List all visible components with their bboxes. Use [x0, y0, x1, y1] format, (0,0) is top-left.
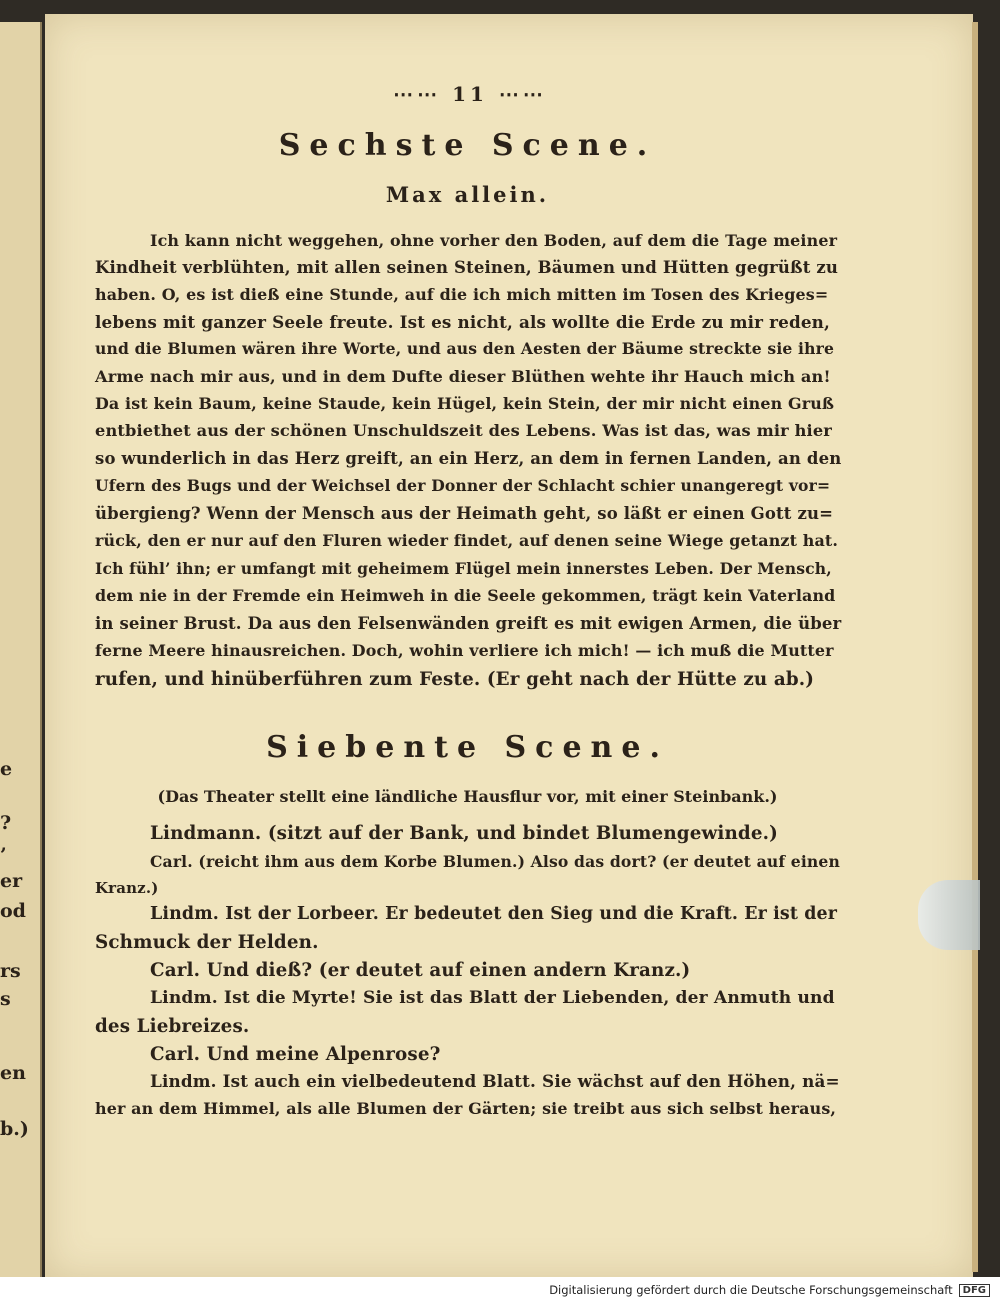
page-edge — [972, 22, 978, 1272]
dialogue-line: Carl. Und meine Alpenrose? — [150, 1044, 441, 1065]
dialogue-line: Carl. (reicht ihm aus dem Korbe Blumen.) Also das dort? (er deutet auf einen — [150, 852, 840, 871]
dialogue-line: Lindm. Ist die Myrte! Sie ist das Blatt der Liebenden, der Anmuth und — [150, 988, 835, 1008]
facing-page-fragment: rs — [0, 960, 21, 982]
text-line: Arme nach mir aus, und in dem Dufte dieser Blüthen wehte ihr Hauch mich an! — [95, 367, 831, 386]
dialogue-line: Carl. Und dieß? (er deutet auf einen andern Kranz.) — [150, 960, 691, 981]
text-line: Ich fühl’ ihn; er umfangt mit geheimem Flügel mein innerstes Leben. Der Mensch, — [95, 559, 832, 578]
text-line: so wunderlich in das Herz greift, an ein Herz, an dem in fernen Landen, an den — [95, 449, 842, 468]
scene-7-title: Siebente Scene. — [266, 730, 669, 765]
dialogue-line: Kranz.) — [95, 879, 159, 897]
text-line: Da ist kein Baum, keine Staude, kein Hügel, kein Stein, der mir nicht einen Gruß — [95, 394, 835, 413]
dialogue-line: Lindm. Ist der Lorbeer. Er bedeutet den Sieg und die Kraft. Er ist der — [150, 904, 838, 924]
scene-6-title: Sechste Scene. — [278, 128, 657, 163]
text-line: Kindheit verblühten, mit allen seinen Steinen, Bäumen und Hütten gegrüßt zu — [95, 258, 839, 277]
ornament: ⋯⋯ — [393, 82, 453, 106]
facing-page-fragment: s — [0, 988, 11, 1010]
text-line: rufen, und hinüberführen zum Feste. (Er geht nach der Hütte zu ab.) — [95, 669, 815, 690]
stage-direction: (Das Theater stellt eine ländliche Hausflur vor, mit einer Steinbank.) — [157, 787, 778, 806]
dialogue-line: Lindmann. (sitzt auf der Bank, und bindet Blumengewinde.) — [150, 823, 778, 844]
funding-footer — [0, 1277, 1000, 1303]
scene-6-subtitle: Max allein. — [385, 182, 550, 207]
text-line: Ich kann nicht weggehen, ohne vorher den Boden, auf dem die Tage meiner — [150, 231, 838, 250]
facing-page-fragment: ? — [0, 812, 12, 834]
facing-page-fragment: ’ — [0, 844, 7, 866]
page-number — [360, 82, 580, 106]
funding-notice: Digitalisierung gefördert durch die Deutsche Forschungsgemeinschaft — [549, 1283, 953, 1297]
ornament: ⋯⋯ — [487, 82, 547, 106]
facing-page-fragment: er — [0, 870, 23, 892]
facing-page-fragment: od — [0, 900, 26, 922]
text-line: dem nie in der Fremde ein Heimweh in die Seele gekommen, trägt kein Vaterland — [95, 586, 836, 605]
text-line: ferne Meere hinausreichen. Doch, wohin verliere ich mich! — ich muß die Mutter — [95, 641, 834, 660]
facing-page-fragment: e — [0, 758, 13, 780]
page-number-value: 11 — [452, 82, 488, 106]
dialogue-line: Lindm. Ist auch ein vielbedeutend Blatt. Sie wächst auf den Höhen, nä= — [150, 1071, 840, 1091]
facing-page-edge — [0, 22, 42, 1277]
facing-page-fragment: b.) — [0, 1118, 29, 1140]
dialogue-line: her an dem Himmel, als alle Blumen der Gärten; sie treibt aus sich selbst heraus, — [95, 1099, 837, 1118]
text-line: in seiner Brust. Da aus den Felsenwänden greift es mit ewigen Armen, die über — [95, 614, 842, 633]
dialogue-line: des Liebreizes. — [95, 1016, 250, 1037]
text-line: übergieng? Wenn der Mensch aus der Heimath geht, so läßt er einen Gott zu= — [95, 504, 834, 523]
dialogue-line: Schmuck der Helden. — [95, 932, 319, 953]
text-line: Ufern des Bugs und der Weichsel der Donner der Schlacht schier unangeregt vor= — [95, 476, 831, 495]
page-tab-marker — [918, 880, 980, 950]
text-line: und die Blumen wären ihre Worte, und aus den Aesten der Bäume streckte sie ihre — [95, 339, 835, 358]
text-line: haben. O, es ist dieß eine Stunde, auf die ich mich mitten im Tosen des Krieges= — [95, 285, 829, 304]
text-line: entbiethet aus der schönen Unschuldszeit des Lebens. Was ist das, was mir hier — [95, 421, 832, 440]
text-line: lebens mit ganzer Seele freute. Ist es nicht, als wollte die Erde zu mir reden, — [95, 312, 831, 332]
facing-page-fragment: en — [0, 1062, 26, 1084]
text-line: rück, den er nur auf den Fluren wieder findet, auf denen seine Wiege getanzt hat. — [95, 531, 839, 550]
dfg-logo-icon: DFG — [959, 1284, 990, 1297]
